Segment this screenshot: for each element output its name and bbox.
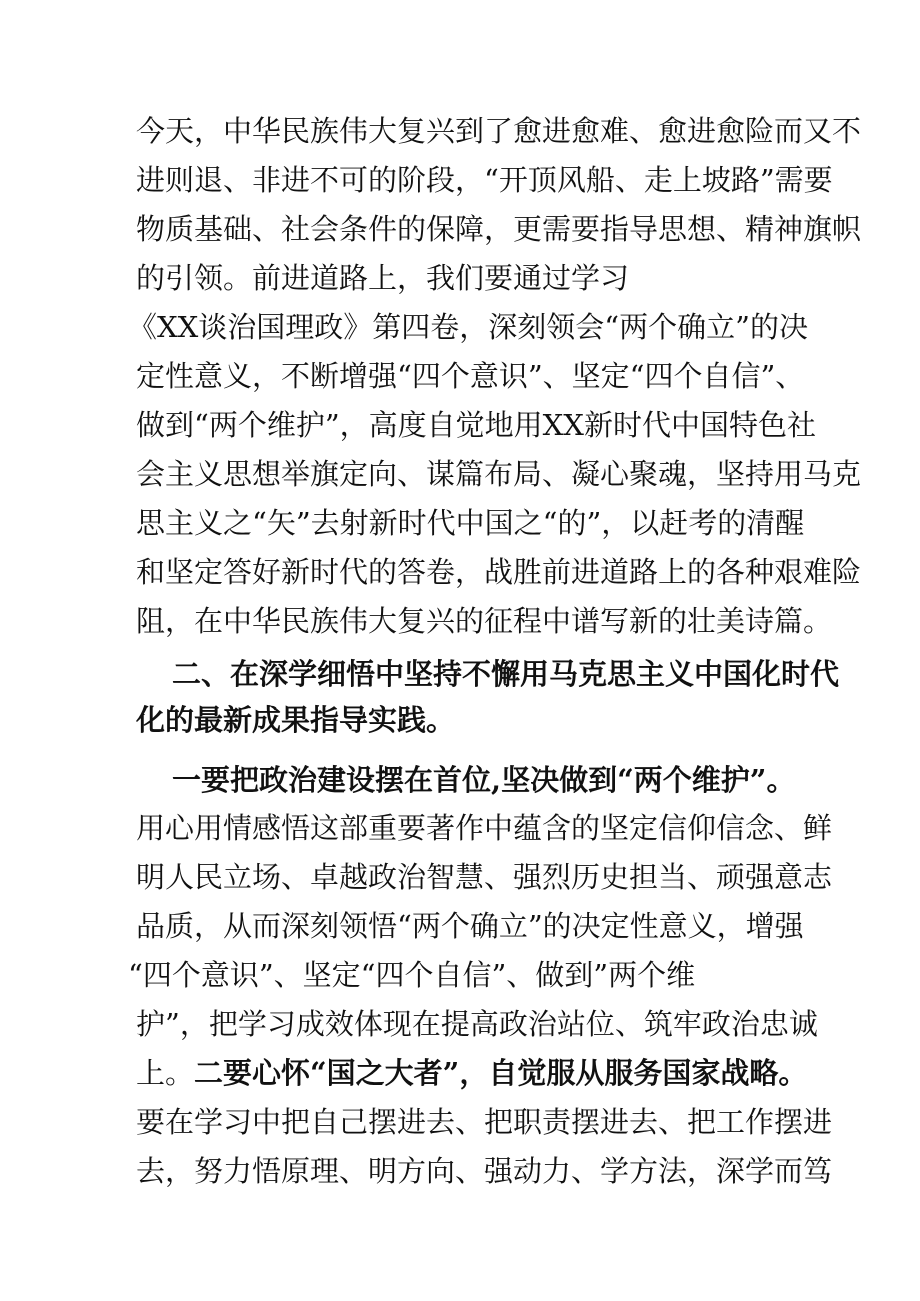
paragraph-line: 和坚定答好新时代的答卷，战胜前进道路上的各种艰难险: [136, 555, 862, 589]
point-heading: 一要把政治建设摆在首位,坚决做到“两个维护”。: [172, 763, 796, 797]
paragraph-line: 今天，中华民族伟大复兴到了愈进愈难、愈进愈险而又不: [136, 114, 862, 148]
paragraph-line: “四个意识”、坚定“四个自信”、做到”两个维: [128, 958, 696, 992]
paragraph-line: 思主义之“矢”去射新时代中国之“的”，以赶考的清醒: [136, 506, 805, 540]
paragraph-line: 做到“两个维护”，高度自觉地用XX新时代中国特色社: [136, 408, 816, 442]
paragraph-line: 阻，在中华民族伟大复兴的征程中谱写新的壮美诗篇。: [136, 604, 833, 638]
paragraph-line: 《XX谈治国理政》第四卷，深刻领会“两个确立”的决: [128, 310, 808, 344]
paragraph-line: 上。: [136, 1056, 195, 1090]
paragraph-line: 用心用情感悟这部重要著作中蕴含的坚定信仰信念、鲜: [136, 811, 833, 845]
paragraph-line: 的引领。前进道路上，我们要通过学习: [136, 261, 630, 295]
paragraph-line: 去，努力悟原理、明方向、强动力、学方法，深学而笃: [136, 1154, 833, 1188]
paragraph-line: 明人民立场、卓越政治智慧、强烈历史担当、顽强意志: [136, 860, 833, 894]
paragraph-line: 要在学习中把自己摆进去、把职责摆进去、把工作摆进: [136, 1105, 833, 1139]
paragraph-line: 会主义思想举旗定向、谋篇布局、凝心聚魂，坚持用马克: [136, 457, 862, 491]
paragraph-line: 护”，把学习成效体现在提高政治站位、筑牢政治忠诚: [136, 1007, 818, 1041]
point-heading: 二要心怀“国之大者”，自觉服从服务国家战略。: [194, 1056, 808, 1090]
paragraph-line: 物质基础、社会条件的保障，更需要指导思想、精神旗帜: [136, 212, 862, 246]
section-heading: 化的最新成果指导实践。: [136, 703, 456, 737]
paragraph-line: 定性意义，不断增强“四个意识”、坚定“四个自信”、: [136, 359, 805, 393]
paragraph-line: 进则退、非进不可的阶段，“开顶风船、走上坡路”需要: [136, 163, 833, 197]
paragraph-line: 品质，从而深刻领悟“两个确立”的决定性意义，增强: [136, 909, 804, 943]
section-heading: 二、在深学细悟中坚持不懈用马克思主义中国化时代: [172, 657, 840, 691]
